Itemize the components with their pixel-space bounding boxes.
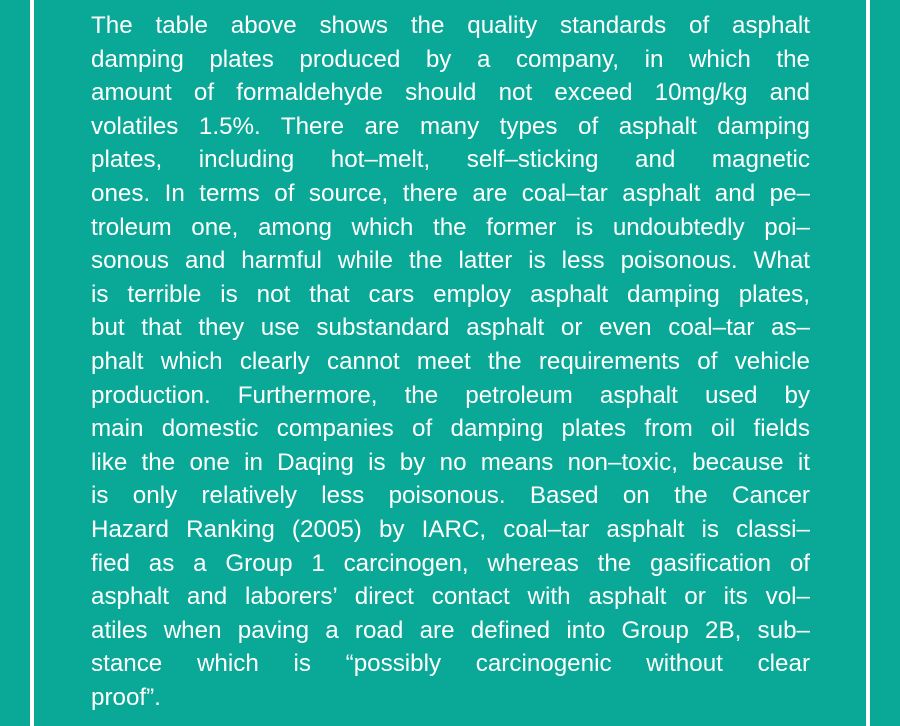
paragraph-line: proof”. xyxy=(91,683,161,711)
paragraph-line: The table above shows the quality standards of asphalt xyxy=(91,12,810,39)
paragraph-line: is terrible is not that cars employ asphalt damping plates, xyxy=(91,280,810,308)
paragraph-line: volatiles 1.5%. There are many types of asphalt damping xyxy=(91,112,810,140)
paragraph-line: atiles when paving a road are defined into Group 2B, sub– xyxy=(91,616,810,644)
left-border-line xyxy=(30,0,34,726)
paragraph-line: production. Furthermore, the petroleum asphalt used by xyxy=(91,381,810,409)
paragraph-line: main domestic companies of damping plates from oil fields xyxy=(91,415,810,443)
paragraph-line: phalt which clearly cannot meet the requirements of vehicle xyxy=(91,347,810,375)
paragraph-line: ones. In terms of source, there are coal–tar asphalt and pe– xyxy=(91,179,810,207)
paragraph xyxy=(91,9,810,714)
paragraph-line: amount of formaldehyde should not exceed 10mg/kg and xyxy=(91,79,810,107)
paragraph-line: damping plates produced by a company, in which the xyxy=(91,45,810,73)
paragraph-line: troleum one, among which the former is undoubtedly poi– xyxy=(91,213,810,241)
right-border-line xyxy=(866,0,870,726)
paragraph-line: like the one in Daqing is by no means non–toxic, because it xyxy=(91,448,810,476)
paragraph-line: asphalt and laborers’ direct contact with asphalt or its vol– xyxy=(91,583,810,611)
paragraph-line: stance which is “possibly carcinogenic without clear xyxy=(91,650,810,678)
paragraph-line: sonous and harmful while the latter is less poisonous. What xyxy=(91,247,810,275)
paragraph-line: is only relatively less poisonous. Based on the Cancer xyxy=(91,482,810,510)
paragraph-line: but that they use substandard asphalt or even coal–tar as– xyxy=(91,314,810,342)
paragraph-line: plates, including hot–melt, self–sticking and magnetic xyxy=(91,146,810,174)
paragraph-line: Hazard Ranking (2005) by IARC, coal–tar asphalt is classi– xyxy=(91,515,810,543)
paragraph-line: fied as a Group 1 carcinogen, whereas the gasification of xyxy=(91,549,810,577)
